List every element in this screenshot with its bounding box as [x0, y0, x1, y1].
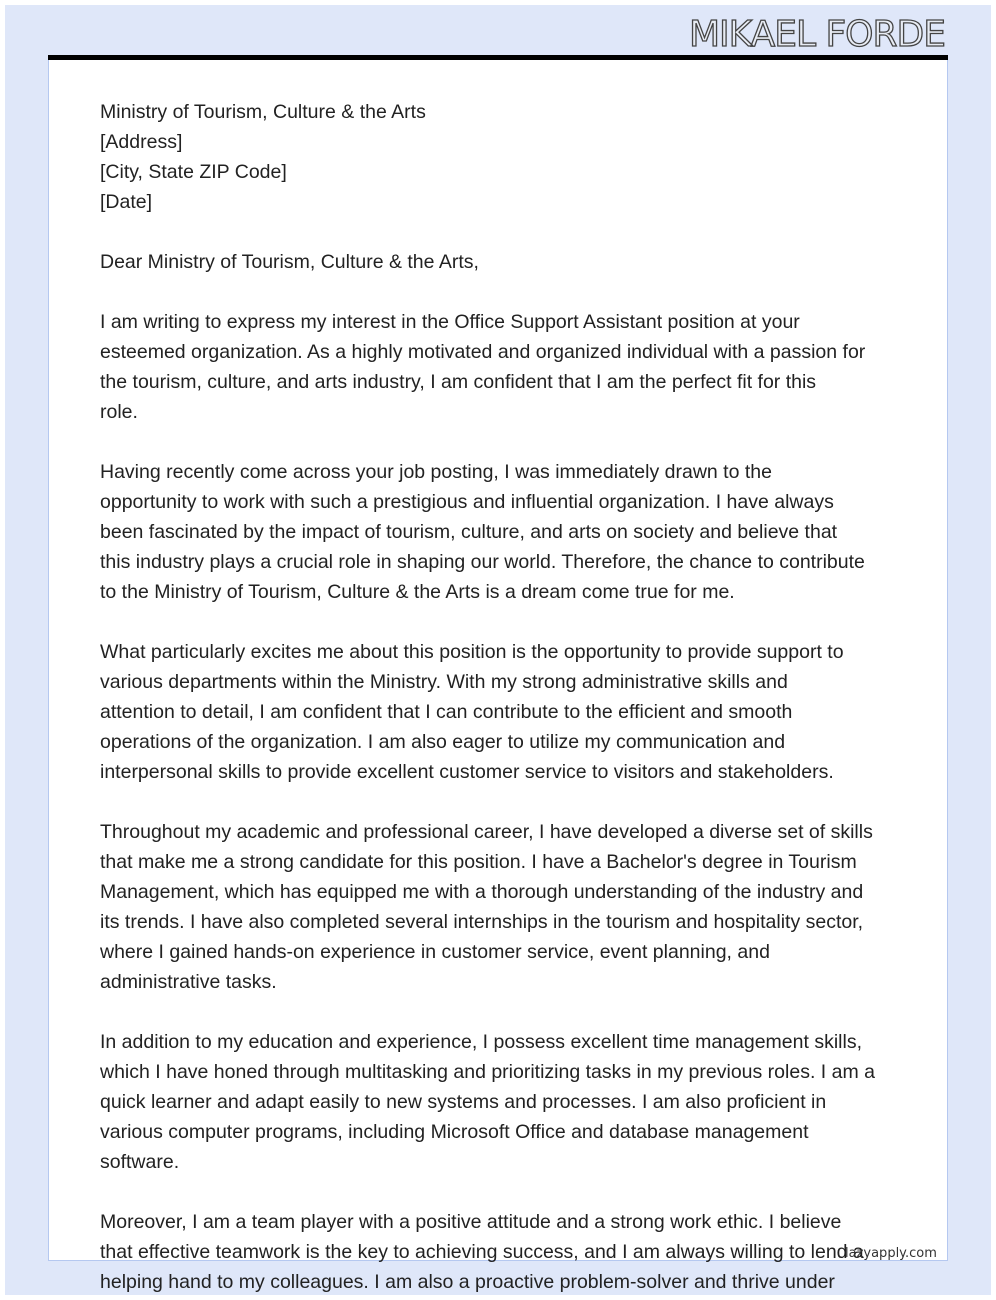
paragraph-line: helping hand to my colleagues. I am also a proactive problem-solver and thrive under	[100, 1271, 835, 1293]
paragraph-line: Management, which has equipped me with a thorough understanding of the industry and	[100, 881, 864, 903]
address-line: Ministry of Tourism, Culture & the Arts	[100, 101, 426, 123]
header-rule	[48, 55, 948, 60]
paragraph-line: operations of the organization. I am also eager to utilize my communication and	[100, 731, 786, 753]
watermark: lazyapply.com	[845, 1246, 937, 1261]
paragraph-line: been fascinated by the impact of tourism, culture, and arts on society and believe that	[100, 521, 838, 543]
paragraph	[100, 637, 875, 787]
paragraph-line: that effective teamwork is the key to achieving success, and I am always willing to lend a	[100, 1241, 864, 1263]
address-line: [Address]	[100, 131, 183, 153]
paragraph-line: quick learner and adapt easily to new systems and processes. I am also proficient in	[100, 1091, 827, 1113]
paragraph	[100, 1207, 875, 1295]
salutation-text: Dear Ministry of Tourism, Culture & the Arts,	[100, 251, 479, 273]
letter-body	[100, 97, 875, 1295]
paragraph-line: I am writing to express my interest in the Office Support Assistant position at your	[100, 311, 800, 333]
paragraph-line: which I have honed through multitasking and prioritizing tasks in my previous roles. I am a	[100, 1061, 875, 1083]
address-line: [Date]	[100, 191, 153, 213]
paragraph-line: its trends. I have also completed several internships in the tourism and hospitality sector,	[100, 911, 864, 933]
paragraph-line: administrative tasks.	[100, 971, 277, 993]
paragraphs	[100, 307, 875, 1295]
paragraph-line: opportunity to work with such a prestigious and influential organization. I have always	[100, 491, 834, 513]
paragraph	[100, 1027, 875, 1177]
paragraph-line: the tourism, culture, and arts industry, I am confident that I am the perfect fit for this	[100, 371, 817, 393]
paragraph-line: to the Ministry of Tourism, Culture & the Arts is a dream come true for me.	[100, 581, 735, 603]
paragraph-line: that make me a strong candidate for this position. I have a Bachelor's degree in Tourism	[100, 851, 857, 873]
paragraph-line: various computer programs, including Microsoft Office and database management	[100, 1121, 809, 1143]
paragraph-line: this industry plays a crucial role in shaping our world. Therefore, the chance to contribute	[100, 551, 865, 573]
paragraph-line: attention to detail, I am confident that I can contribute to the efficient and smooth	[100, 701, 793, 723]
applicant-name: MIKAEL FORDE	[688, 14, 945, 55]
paragraph	[100, 457, 875, 607]
paragraph-line: Having recently come across your job posting, I was immediately drawn to the	[100, 461, 772, 483]
paragraph-line: where I gained hands-on experience in customer service, event planning, and	[100, 941, 770, 963]
paragraph-line: In addition to my education and experience, I possess excellent time management skills,	[100, 1031, 862, 1053]
paragraph	[100, 817, 875, 997]
salutation	[100, 247, 875, 277]
paragraph-line: esteemed organization. As a highly motivated and organized individual with a passion for	[100, 341, 866, 363]
paragraph-line: various departments within the Ministry. With my strong administrative skills and	[100, 671, 788, 693]
paragraph-line: What particularly excites me about this position is the opportunity to provide support to	[100, 641, 844, 663]
paragraph-line: role.	[100, 401, 138, 423]
page-background	[5, 5, 991, 1295]
paragraph-line: interpersonal skills to provide excellent customer service to visitors and stakeholders.	[100, 761, 834, 783]
paragraph-line: software.	[100, 1151, 180, 1173]
recipient-address	[100, 97, 875, 217]
paragraph-line: Moreover, I am a team player with a positive attitude and a strong work ethic. I believe	[100, 1211, 842, 1233]
address-line: [City, State ZIP Code]	[100, 161, 287, 183]
paragraph-line: Throughout my academic and professional career, I have developed a diverse set of skills	[100, 821, 873, 843]
paragraph	[100, 307, 875, 427]
